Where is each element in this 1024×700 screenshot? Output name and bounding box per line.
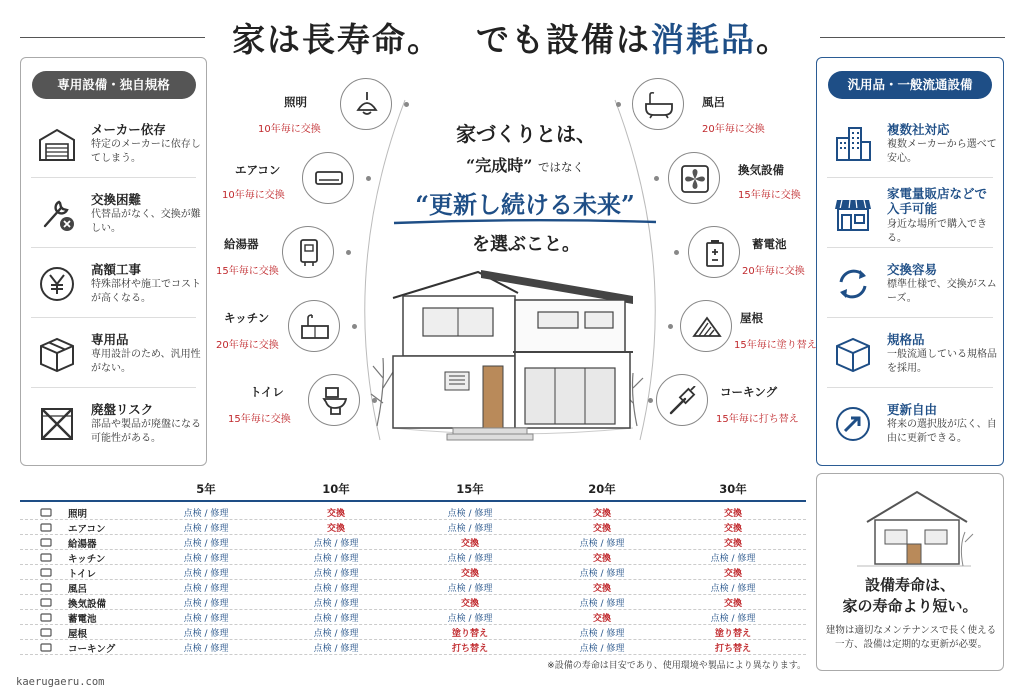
equipment-interval: 20年毎に交換 [216,340,279,351]
table-cell: 交換 [723,524,742,534]
table-header-rule [20,500,806,502]
item-desc: 一般流通している規格品を採用。 [887,349,997,374]
table-row [20,580,806,595]
equipment-water-heater [282,226,334,278]
table-cell: 塗り替え [714,629,751,639]
table-cell: 打ち替え [451,644,488,654]
table-cell: 点検 / 修理 [313,584,359,594]
table-cell: 交換 [592,584,611,594]
proprietary-panel [20,57,207,466]
year-header: 10年 [322,482,350,496]
table-cell: 点検 / 修理 [710,554,756,564]
table-cell: 交換 [460,539,479,549]
store-icon [833,194,873,234]
summary-title-1: 設備寿命は、 [864,576,955,594]
water-heater-icon [40,537,52,548]
table-cell: 交換 [592,509,611,519]
caulking-gun-icon [668,386,698,416]
item-title: 交換困難 [91,192,142,207]
item-title: 交換容易 [887,262,938,277]
equipment-name: トイレ [250,385,284,399]
table-cell: 交換 [723,569,742,579]
table-cell: 交換 [723,509,742,519]
row-label: 照明 [68,509,88,520]
equipment-roof [680,300,732,352]
table-cell: 交換 [592,554,611,564]
title-part-b: でも設備は [476,20,651,59]
yen-coin-icon [37,264,77,304]
table-row [20,535,806,550]
equipment-name: 換気設備 [738,163,784,177]
equipment-name: 照明 [284,95,307,109]
table-note: ※設備の寿命は目安であり、使用環境や製品により異なります。 [547,661,806,671]
year-header: 15年 [456,482,484,496]
equipment-aircon [302,152,354,204]
table-cell: 点検 / 修理 [447,584,493,594]
equipment-interval: 10年毎に交換 [258,124,321,135]
row-label: 換気設備 [68,599,107,610]
summary-title-2: 家の寿命より短い。 [842,597,978,615]
water-heater-icon [294,238,324,268]
equipment-bath [632,78,684,130]
equipment-battery [688,226,740,278]
equipment-interval: 15年毎に塗り替え [734,340,817,351]
item-desc: 将来の選択肢が広く、自由に更新できる。 [887,419,997,444]
table-row [20,505,806,520]
table-cell: 点検 / 修理 [447,614,493,624]
table-cell: 点検 / 修理 [579,644,625,654]
general-item-store [817,178,1003,248]
general-item-multi-maker [817,108,1003,178]
table-cell: 点検 / 修理 [183,644,229,654]
toilet-icon [320,386,350,416]
row-label: トイレ [68,569,97,580]
ventilation-fan-icon [40,597,52,608]
title-accent: 消耗品 [651,20,756,59]
year-header: 5年 [196,482,216,496]
row-label: 給湯器 [68,539,97,550]
table-cell: 交換 [460,599,479,609]
table-cell: 塗り替え [451,629,488,639]
row-label: 屋根 [68,629,88,640]
table-cell: 点検 / 修理 [313,644,359,654]
item-title: 家電量販店などで入手可能 [887,186,988,216]
table-cell: 点検 / 修理 [183,569,229,579]
house-illustration [363,268,663,458]
box-icon [833,334,873,374]
year-header: 30年 [719,482,747,496]
equipment-interval: 15年毎に交換 [216,266,279,277]
proprietary-item-expensive [21,248,206,318]
item-title: 更新自由 [887,402,938,417]
buildings-icon [833,124,873,164]
table-cell: 点検 / 修理 [183,584,229,594]
ceiling-light-icon [40,507,52,518]
item-title: 高額工事 [91,262,142,277]
equipment-name: 給湯器 [224,237,259,251]
item-desc: 特定のメーカーに依存してしまう。 [91,139,201,164]
roof-icon [692,312,722,342]
table-cell: 点検 / 修理 [183,614,229,624]
proprietary-item-dedicated [21,318,206,388]
item-desc: 身近な場所で購入できる。 [887,219,987,244]
toilet-icon [40,567,52,578]
table-cell: 点検 / 修理 [183,599,229,609]
item-desc: 標準仕様で、交換がスムーズ。 [887,279,997,304]
garage-icon [37,124,77,164]
table-row [20,565,806,580]
maintenance-table [20,481,806,671]
row-label: キッチン [68,554,106,565]
summary-box [816,473,1004,671]
arrow-up-icon [833,404,873,444]
equipment-name: コーキング [720,385,778,399]
refresh-icon [833,264,873,304]
table-cell: 点検 / 修理 [447,554,493,564]
equipment-name: 屋根 [740,311,763,325]
battery-icon [700,238,730,268]
equipment-kitchen [288,300,340,352]
item-desc: 複数メーカーから選べて安心。 [887,139,997,164]
proprietary-item-discontinued [21,388,206,458]
table-cell: 点検 / 修理 [579,599,625,609]
table-cell: 点検 / 修理 [313,614,359,624]
table-cell: 点検 / 修理 [447,524,493,534]
caulking-gun-icon [40,642,52,653]
battery-icon [40,612,52,623]
table-cell: 点検 / 修理 [183,554,229,564]
discontinued-box-icon [37,404,77,444]
wrench-x-icon [37,194,77,234]
equipment-interval: 10年毎に交換 [222,190,285,201]
kitchen-sink-icon [300,312,330,342]
central-line-4: を選ぶこと。 [472,234,580,255]
ventilation-fan-icon [680,164,710,194]
proprietary-item-maker [21,108,206,178]
box-icon [37,334,77,374]
table-cell: 交換 [592,614,611,624]
roof-icon [40,627,52,638]
table-cell: 点検 / 修理 [313,554,359,564]
bathtub-icon [40,582,52,593]
central-underline [392,218,658,226]
page-title [232,14,791,61]
proprietary-item-replace-hard [21,178,206,248]
general-panel [816,57,1004,466]
air-conditioner-icon [314,164,344,194]
equipment-interval: 15年毎に交換 [228,414,291,425]
watermark: kaerugaeru.com [16,676,105,688]
item-title: 複数社対応 [887,122,950,137]
equipment-caulking [656,374,708,426]
table-row [20,640,806,655]
item-title: 専用品 [91,332,129,347]
equipment-light [340,78,392,130]
table-row [20,520,806,535]
table-cell: 点検 / 修理 [313,569,359,579]
bathtub-icon [644,90,674,120]
central-line-1: 家づくりとは、 [456,122,596,146]
table-cell: 点検 / 修理 [447,509,493,519]
table-cell: 打ち替え [714,644,751,654]
table-cell: 点検 / 修理 [579,539,625,549]
year-header: 20年 [588,482,616,496]
equipment-interval: 15年毎に打ち替え [716,414,799,425]
table-cell: 交換 [326,509,345,519]
equipment-interval: 20年毎に交換 [702,124,765,135]
table-cell: 点検 / 修理 [579,569,625,579]
row-label: コーキング [68,644,116,655]
general-item-easy-replace [817,248,1003,318]
table-cell: 点検 / 修理 [710,584,756,594]
table-cell: 交換 [592,524,611,534]
item-title: 廃盤リスク [91,402,154,417]
table-cell: 点検 / 修理 [183,629,229,639]
proprietary-panel-title: 専用設備・独自規格 [32,71,196,99]
title-part-a: 家は長寿命。 [232,20,442,59]
title-end: 。 [756,20,791,59]
table-row [20,610,806,625]
general-item-standard [817,318,1003,388]
table-cell: 点検 / 修理 [183,539,229,549]
table-cell: 点検 / 修理 [579,629,625,639]
kitchen-sink-icon [40,552,52,563]
header-rule-right [820,37,1005,38]
equipment-name: 蓄電池 [752,237,787,251]
table-row [20,595,806,610]
table-cell: 点検 / 修理 [710,614,756,624]
item-title: 規格品 [887,332,925,347]
central-line-3: “更新し続ける未来” [415,190,635,219]
small-house-icon [847,482,977,570]
air-conditioner-icon [40,522,52,533]
equipment-name: キッチン [224,311,270,325]
row-label: エアコン [68,524,106,535]
item-title: メーカー依存 [91,122,166,137]
row-label: 蓄電池 [68,614,97,625]
equipment-interval: 15年毎に交換 [738,190,801,201]
item-desc: 特殊部材や施工でコストが高くなる。 [91,279,201,304]
table-cell: 点検 / 修理 [313,539,359,549]
general-item-free-update [817,388,1003,458]
table-cell: 点検 / 修理 [183,524,229,534]
item-desc: 専用設計のため、汎用性がない。 [91,349,201,374]
table-cell: 交換 [460,569,479,579]
equipment-interval: 20年毎に交換 [742,266,805,277]
header-rule-left [20,37,205,38]
summary-desc: 建物は適切なメンテナンスで長く使える一方、設備は定期的な更新が必要。 [825,625,997,650]
item-desc: 部品や製品が廃盤になる可能性がある。 [91,419,201,444]
row-label: 風呂 [68,584,88,595]
table-cell: 交換 [326,524,345,534]
table-cell: 交換 [723,539,742,549]
table-row [20,550,806,565]
table-row [20,625,806,640]
central-line-2: “完成時” ではなく [466,156,584,175]
general-panel-title: 汎用品・一般流通設備 [828,71,992,99]
header [0,0,1024,58]
table-cell: 点検 / 修理 [313,599,359,609]
ceiling-light-icon [352,90,382,120]
table-cell: 点検 / 修理 [313,629,359,639]
table-cell: 交換 [723,599,742,609]
equipment-toilet [308,374,360,426]
equipment-name: エアコン [235,163,281,177]
item-desc: 代替品がなく、交換が難しい。 [91,209,201,234]
equipment-name: 風呂 [702,95,725,109]
table-cell: 点検 / 修理 [183,509,229,519]
